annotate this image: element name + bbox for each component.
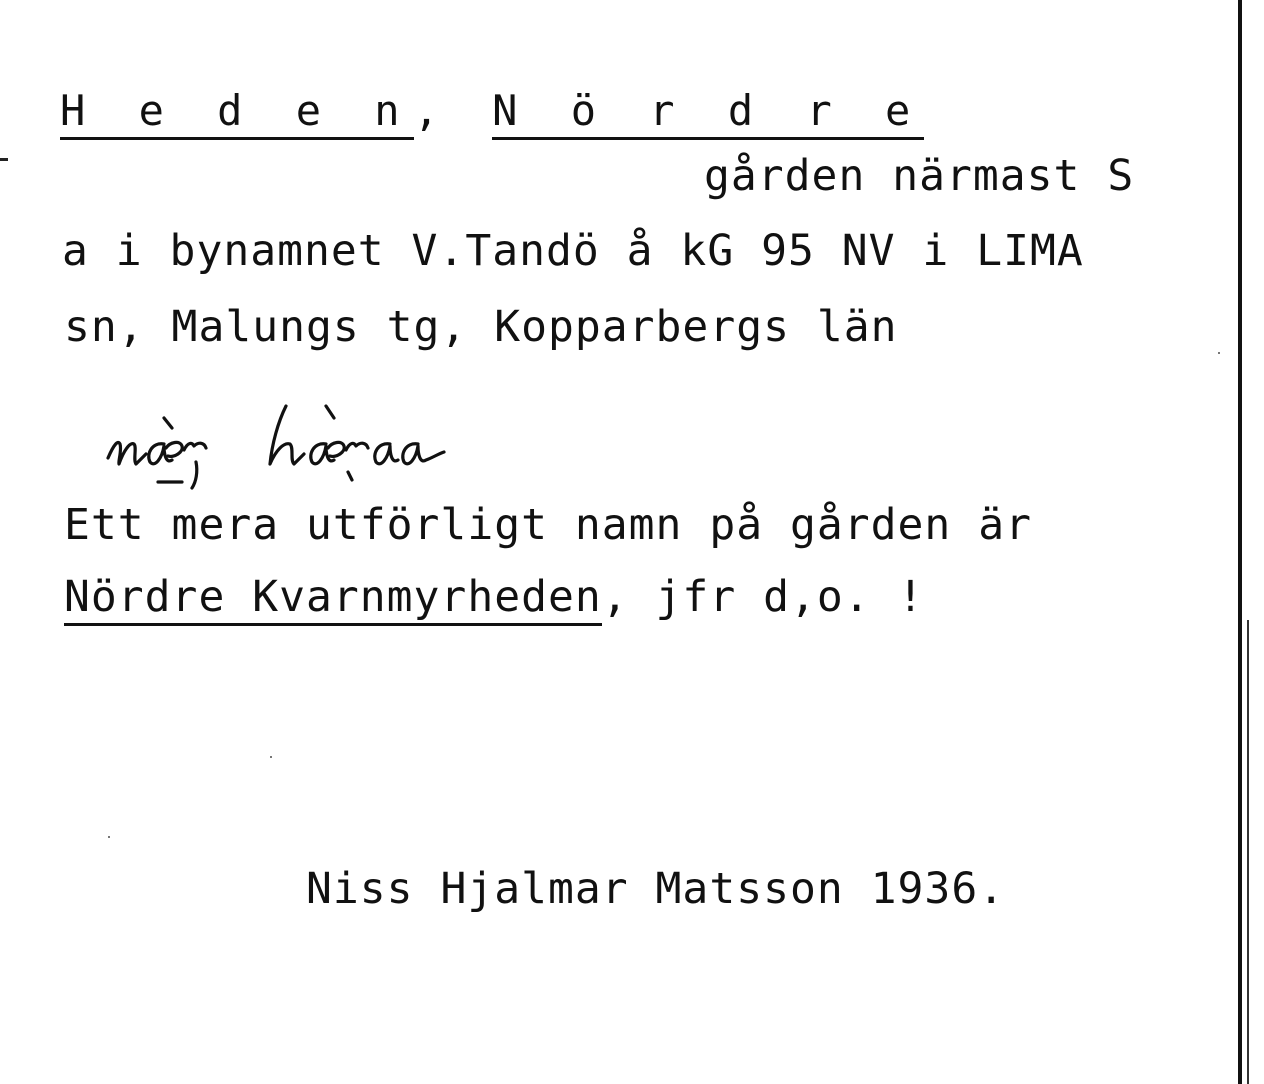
handwritten-pronunciation bbox=[100, 388, 480, 503]
signature-line: Niss Hjalmar Matsson 1936. bbox=[306, 864, 1006, 914]
card-right-edge bbox=[1238, 0, 1242, 1084]
left-margin-mark bbox=[0, 158, 8, 161]
text-line-2: a i bynamnet V.Tandö å kG 95 NV i LIMA bbox=[62, 226, 1084, 276]
speck bbox=[270, 756, 272, 758]
text-line-3: sn, Malungs tg, Kopparbergs län bbox=[64, 302, 898, 352]
title-qualifier: N ö r d r e bbox=[492, 86, 924, 140]
speck bbox=[1218, 352, 1220, 354]
handwritten-pronunciation-drawing bbox=[100, 388, 480, 498]
card-title bbox=[60, 86, 925, 135]
title-separator: , bbox=[413, 86, 493, 135]
full-farm-name: Nördre Kvarnmyrheden bbox=[64, 572, 602, 626]
text-line-5 bbox=[64, 572, 925, 622]
text-line-1: gården närmast S bbox=[704, 151, 1135, 201]
card-right-edge-secondary bbox=[1247, 620, 1249, 1084]
text-line-4: Ett mera utförligt namn på gården är bbox=[64, 500, 1032, 550]
cross-reference: , jfr d,o. ! bbox=[601, 572, 925, 622]
title-place-name: H e d e n bbox=[60, 86, 414, 140]
speck bbox=[108, 836, 110, 838]
